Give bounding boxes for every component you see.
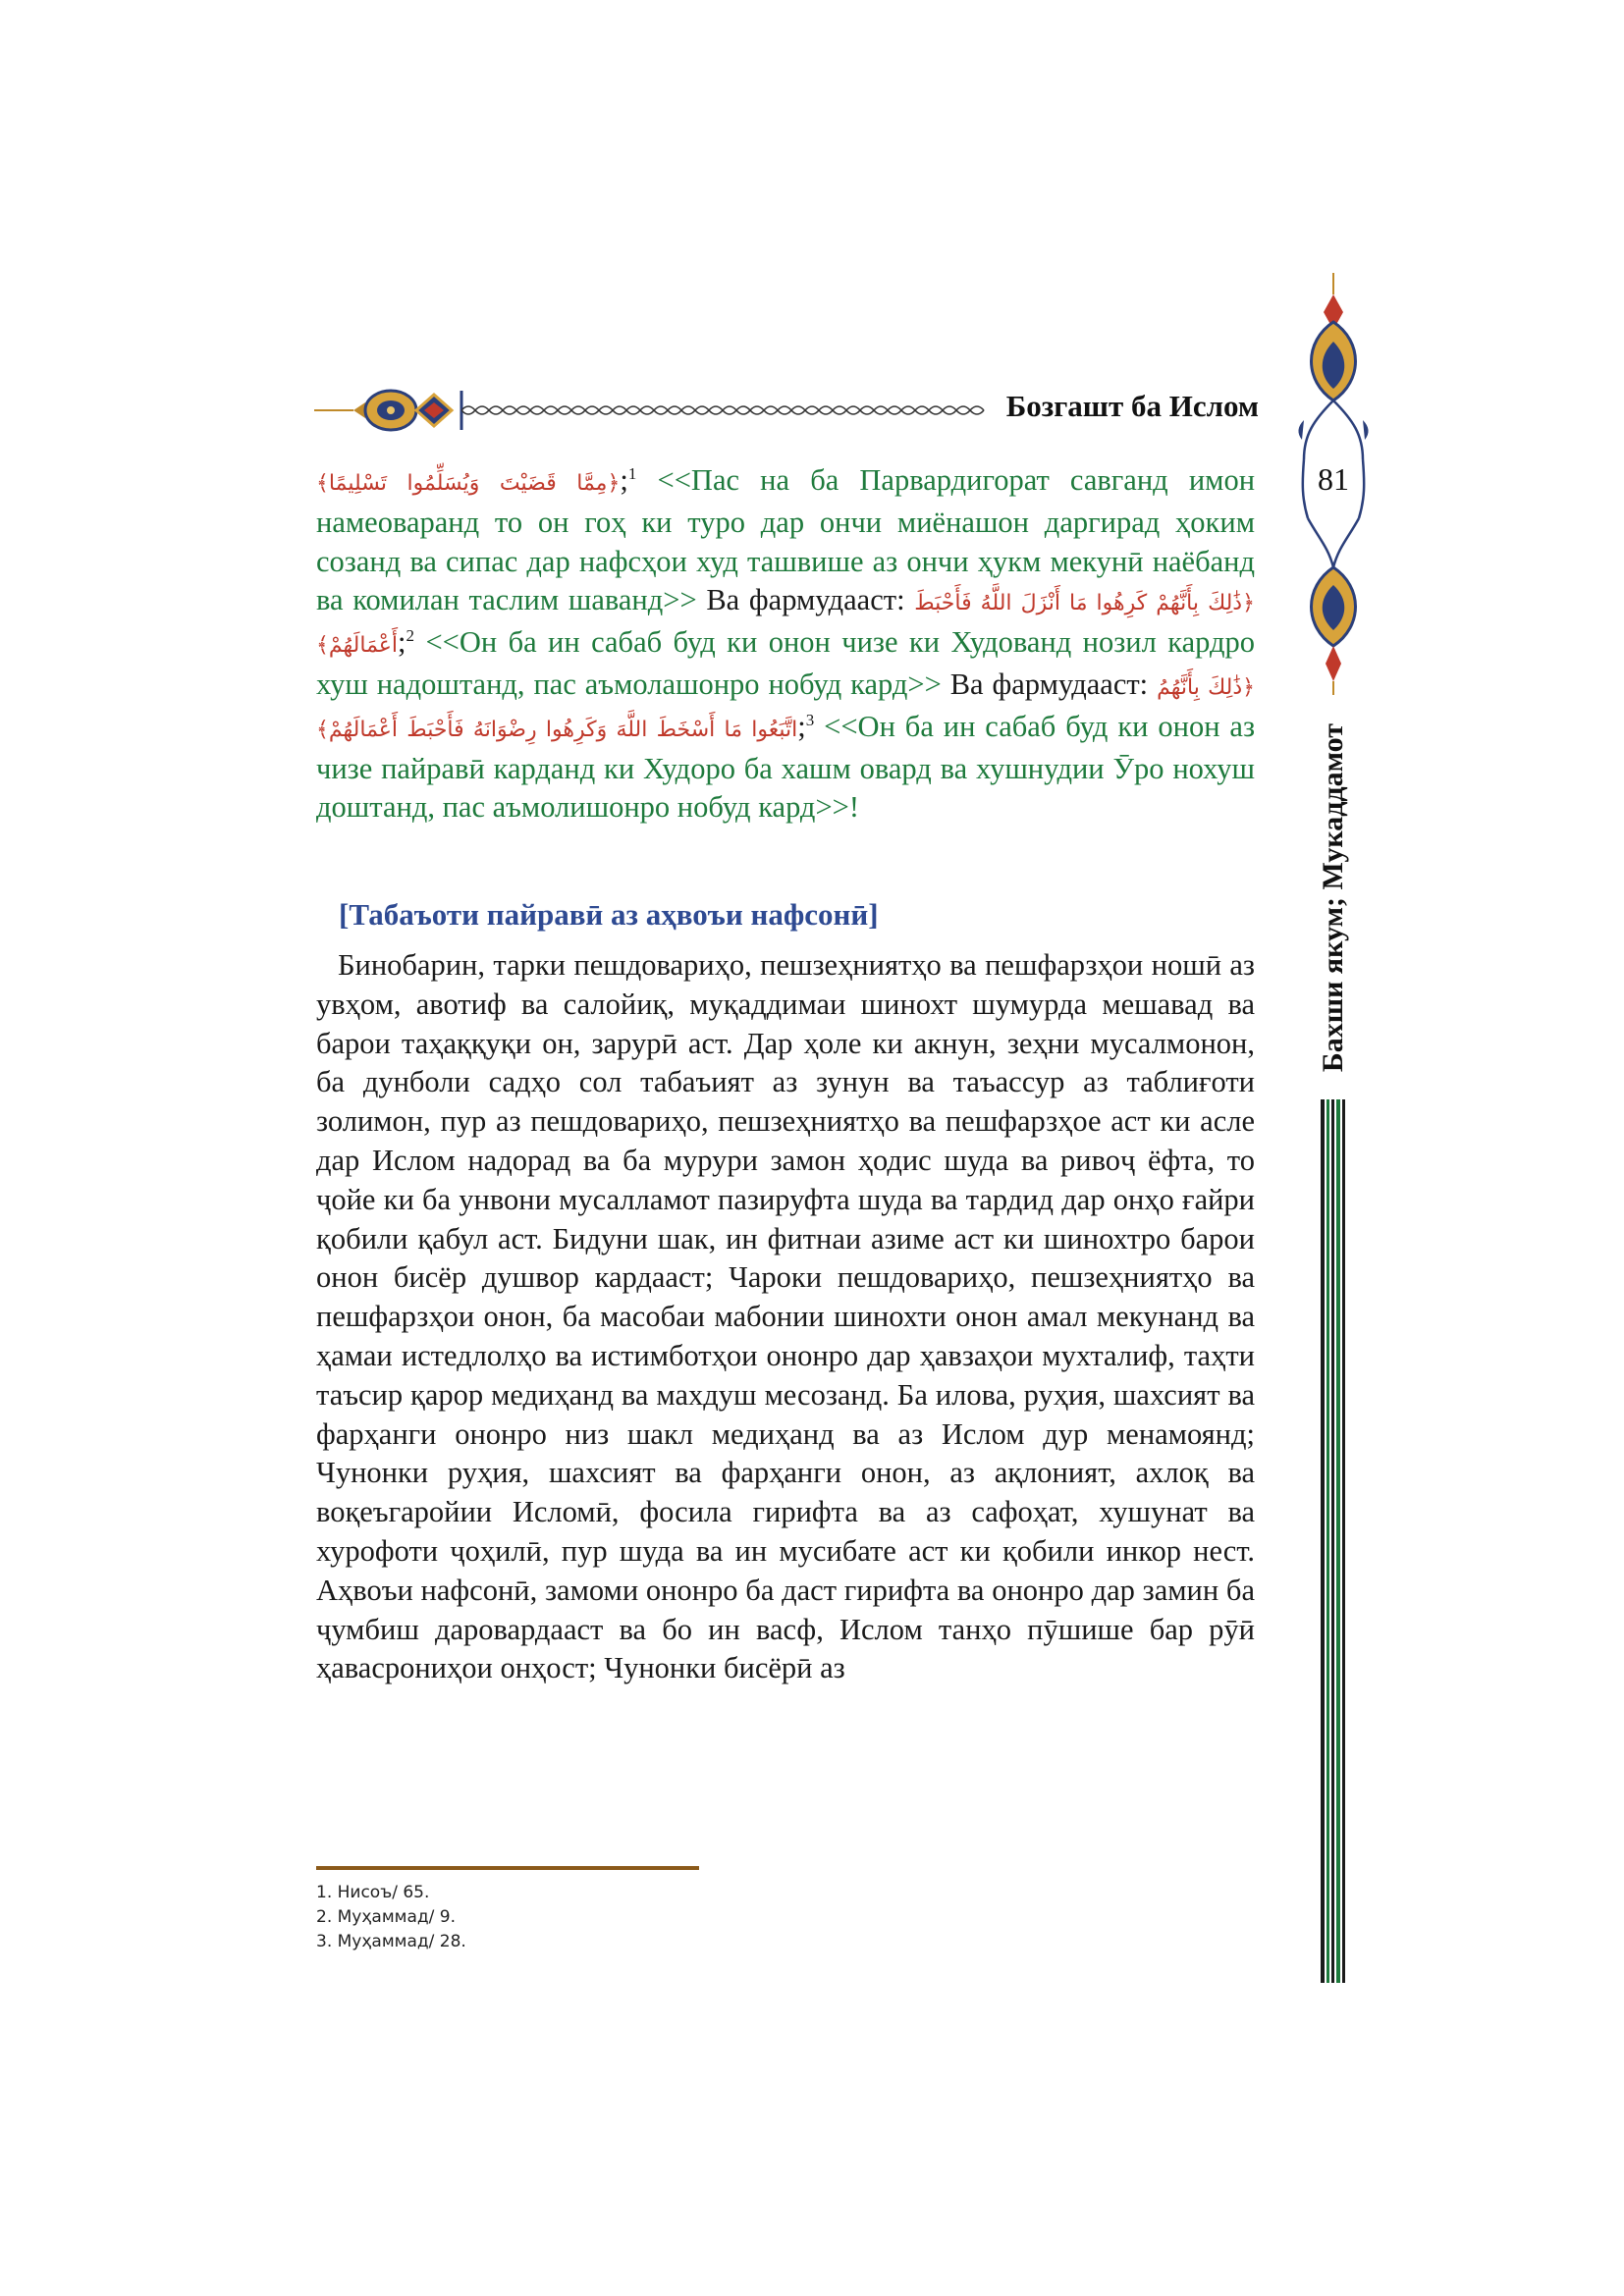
quran-verse-2: ﴿ذَٰلِكَ بِأَنَّهُمْ كَرِهُوا مَا أَنْزَلَ اللَّهُ فَأَحْبَطَ أَعْمَالَهُمْ﴾ bbox=[316, 591, 1255, 659]
body-paragraph: Бинобарин, тарки пешдовариҳо, пешзеҳниятҳо ва пешфарзҳои ношӣ аз увҳом, авотиф ва салойиқ, муқаддимаи шинохт шумурда мешавад ва барои таҳаққуқи он, зарурӣ аст. Дар ҳоле ки акнун, зеҳни мусалмонон, ба дунболи садҳо сол табаъият аз зунун ва таъассур аз таблиғоти золимон, пур аз пешдовариҳо, пешзеҳниятҳо ва пешфарзҳое аст ки асле дар Ислом надорад ва ба мурури замон ҳодис шуда ва ривоҷ ёфта, то ҷойе ки ба унвони мусалламот пазируфта шуда ва тардид дар онҳо ғайри қобили қабул аст. Бидуни шак, ин фитнаи азиме аст ки шинохтро барои онон бисёр душвор кардааст; Чароки пешдовариҳо, пешзеҳниятҳо ва пешфарзҳои онон, ба масобаи мабонии шинохти онон амал мекунанд ва ҳамаи истедлолҳо ва истимботҳои ононро дар ҳавзаҳои мухталиф, таҳти таъсир қарор медиҳанд ва махдуш месозанд. Ба илова, руҳия, шахсият ва фарҳанги ононро низ шакл медиҳанд ва аз Ислом дур менамоянд; Чунонки руҳия, шахсият ва фарҳанги онон, аз ақлоният, ахлоқ ва воқеъгаройии Исломӣ, фосила гирифта ва аз сафоҳат, хушунат ва хурофоти ҷоҳилӣ, пур шуда ва ин мусибате аст ки қобили инкор нест. Аҳвоъи нафсонӣ, замоми ононро ба даст гирифта ва ононро дар замин ба ҷумбиш даровардааст ва бо ин васф, Ислом танҳо пӯшише бар рӯӣ ҳавасрониҳои онҳост; Чунонки бисёрӣ аз bbox=[316, 948, 1255, 1685]
verse-translation-3: <<Он ба ин сабаб буд ки онон аз чизе пайравӣ карданд ки Худоро ба хашм овард ва хушнудии Ӯро нохуш доштанд, пас аъмолишонро нобуд кард>>! bbox=[316, 709, 1256, 825]
footnote-ref-1: 1 bbox=[627, 463, 637, 483]
side-color-stripes bbox=[1321, 1099, 1346, 1983]
footnotes bbox=[316, 1881, 466, 1954]
connector-text-1: Ва фармудааст: bbox=[706, 583, 905, 617]
footnote-1: 1. Нисоъ/ 65. bbox=[316, 1883, 430, 1902]
verse-translation-2: <<Он ба ин сабаб буд ки онон чизе ки Худованд нозил кардро хуш надоштанд, пас аъмолашонро нобуд кард>> bbox=[316, 625, 1255, 701]
connector-text-2: Ва фармудааст: bbox=[949, 667, 1149, 701]
footnote-divider bbox=[316, 1866, 699, 1870]
quran-verse-1: ﴿مِمَّا قَضَيْتَ وَيُسَلِّمُوا تَسْلِيمًا﴾ bbox=[316, 471, 621, 496]
page-number: 81 bbox=[1318, 461, 1349, 497]
verse-translation-1: <<Пас на ба Парвардигорат савганд имон намеоваранд то он гоҳ ки туро дар ончи миёнашон даргирад ҳоким созанд ва сипас дар нафсҳои худ ташвише аз ончи ҳукм мекунӣ наёбанд ва комилан таслим шаванд>> bbox=[316, 463, 1256, 617]
running-header-title: Бозгашт ба Ислом bbox=[1005, 389, 1259, 423]
quran-verse-3: ﴿ذَٰلِكَ بِأَنَّهُمُ اتَّبَعُوا مَا أَسْخَطَ اللَّهَ وَكَرِهُوا رِضْوَانَهُ فَأَحْبَطَ أَعْمَالَهُمْ﴾ bbox=[316, 674, 1256, 742]
header-ornament-icon bbox=[314, 381, 471, 440]
quote-paragraph: ﴿مِمَّا قَضَيْتَ وَيُسَلِّمُوا تَسْلِيمًا﴾;$^1$ <<Пас на ба Парвардигорат савганд имон намеоваранд то он гоҳ ки туро дар ончи миёнашон даргирад ҳоким созанд ва сипас дар нафсҳои худ ташвише аз ончи ҳукм мекунӣ наёбанд ва комилан таслим шаванд>> Ва фармудааст: ﴿ذَٰلِكَ بِأَنَّهُمْ كَرِهُوا مَا أَنْزَلَ اللَّهُ فَأَحْبَطَ أَعْمَالَهُمْ﴾;$^2$ <<Он ба ин сабаб буд ки онон чизе ки Худованд нозил кардро хуш надоштанд, пас аъмолашонро нобуд кард>> Ва фармудааст: ﴿ذَٰلِكَ بِأَنَّهُمُ اتَّبَعُوا مَا أَسْخَطَ اللَّهَ وَكَرِهُوا رِضْوَانَهُ فَأَحْبَطَ أَعْمَالَهُمْ﴾;$^3$ <<Он ба ин сабаб буд ки онон аз чизе пайравӣ карданд ки Худоро ба хашм овард ва хушнудии Ӯро нохуш доштанд, пас аъмолишонро нобуд кард>>! bbox=[316, 463, 1256, 825]
header-wave-divider bbox=[461, 400, 992, 420]
section-heading: [Табаъоти пайравӣ аз аҳвоъи нафсонӣ] bbox=[339, 897, 879, 932]
footnote-2: 2. Муҳаммад/ 9. bbox=[316, 1907, 457, 1927]
footnote-ref-2: 2 bbox=[406, 626, 415, 646]
footnote-ref-3: 3 bbox=[805, 710, 815, 729]
side-chapter-title-text: Бахши якум; Мукаддамот bbox=[1317, 723, 1349, 1073]
side-chapter-title bbox=[1314, 682, 1353, 1114]
footnote-3: 3. Муҳаммад/ 28. bbox=[316, 1932, 466, 1951]
